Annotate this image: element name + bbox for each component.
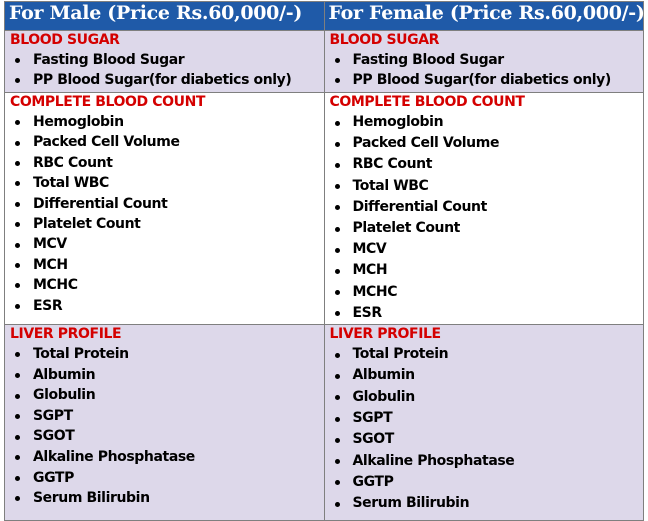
bullet-icon [335,58,340,63]
list-item-text: Total WBC [352,177,429,194]
list-item [330,344,644,365]
bullet-icon [335,374,340,379]
list-item-text: Fasting Blood Sugar [352,52,504,68]
list-item-text: SGOT [33,428,75,445]
bullet-icon [335,353,340,358]
bullet-icon [15,181,20,186]
list-item [330,493,644,514]
list-item [330,239,644,260]
list-item-text: Globulin [33,387,96,404]
list-item-text: GGTP [33,469,74,486]
list-item-text: Packed Cell Volume [352,135,500,152]
list-item-text: ESR [352,304,382,321]
list-item [10,406,324,427]
female-cbc-list [330,112,644,324]
list-item [330,154,644,175]
bullet-icon [15,202,20,207]
list-item [10,296,324,316]
list-item-text: Fasting Blood Sugar [33,52,185,68]
price-comparison-table [4,1,644,521]
list-item [330,112,644,133]
male-blood-sugar-cell [5,31,325,93]
list-item [10,132,324,152]
female-header: For Female (Price Rs.60,000/-) [324,2,644,31]
bullet-icon [15,161,20,166]
list-item-text: Hemoglobin [33,114,124,130]
list-item-text: RBC Count [33,154,113,171]
list-item [10,234,324,254]
list-item [10,426,324,447]
bullet-icon [15,263,20,268]
list-item-text: SGOT [352,431,394,448]
bullet-icon [335,227,340,232]
bullet-icon [335,395,340,400]
bullet-icon [15,283,20,288]
list-item [330,260,644,281]
bullet-icon [335,438,340,443]
list-item [10,488,324,509]
list-item [330,197,644,218]
list-item-text: Hemoglobin [352,114,444,130]
list-item-text: Alkaline Phosphatase [33,449,195,465]
list-item [10,385,324,406]
list-item-text: RBC Count [352,156,433,173]
bullet-icon [15,435,20,440]
list-item-text: Platelet Count [33,216,141,233]
list-item [10,70,324,90]
male-liver-cell [5,325,325,521]
list-item-text: Differential Count [352,198,487,215]
bullet-icon [15,352,20,357]
female-cbc-title: COMPLETE BLOOD COUNT [329,94,525,110]
list-item-text: SGPT [352,409,393,426]
list-item-text: Total Protein [352,346,449,363]
bullet-icon [335,248,340,253]
male-cbc-title: COMPLETE BLOOD COUNT [10,94,206,110]
male-blood-sugar-title: BLOOD SUGAR [10,32,120,48]
list-item-text: GGTP [352,473,394,490]
list-item-text: MCHC [33,277,78,294]
female-liver-title: LIVER PROFILE [329,326,441,343]
list-item [10,194,324,214]
bullet-icon [15,120,20,125]
list-item [330,303,644,324]
list-item [10,112,324,132]
female-blood-sugar-cell [324,31,644,93]
female-liver-list [330,344,644,514]
list-item-text: Total WBC [33,175,109,192]
bullet-icon [15,476,20,481]
bullet-icon [15,141,20,146]
female-liver-cell [324,325,644,521]
list-item [330,387,644,408]
list-item [10,153,324,173]
list-item [330,365,644,386]
list-item [330,176,644,197]
bullet-icon [335,184,340,189]
list-item [330,282,644,303]
bullet-icon [15,243,20,248]
bullet-icon [15,414,20,419]
bullet-icon [15,373,20,378]
list-item [10,275,324,295]
list-item [330,50,644,70]
list-item [330,133,644,154]
male-cbc-cell [5,93,325,325]
bullet-icon [335,502,340,507]
list-item-text: Serum Bilirubin [33,490,150,507]
list-item-text: MCH [352,262,388,279]
blood-sugar-row [5,31,644,93]
bullet-icon [335,459,340,464]
male-cbc-list [10,112,324,316]
bullet-icon [335,163,340,168]
list-item-text: SGPT [33,407,73,424]
list-item-text: ESR [33,297,63,314]
list-item-text: Total Protein [33,346,129,363]
bullet-icon [15,222,20,227]
list-item [330,472,644,493]
male-blood-sugar-list [10,50,324,90]
list-item-text: Albumin [33,366,96,383]
bullet-icon [335,417,340,422]
cbc-row [5,93,644,325]
list-item [330,408,644,429]
list-item [10,447,324,468]
list-item-text: Differential Count [33,195,168,212]
male-liver-list [10,344,324,509]
list-item-text: MCV [33,236,67,253]
list-item [10,365,324,386]
bullet-icon [15,304,20,309]
list-item-text: MCH [33,256,68,273]
list-item [10,50,324,70]
female-blood-sugar-title: BLOOD SUGAR [329,32,440,48]
list-item [10,214,324,234]
list-item-text: Alkaline Phosphatase [352,452,515,469]
list-item-text: MCHC [352,283,398,300]
bullet-icon [335,290,340,295]
list-item-text: Platelet Count [352,220,460,237]
bullet-icon [335,311,340,316]
list-item-text: Globulin [352,388,415,405]
bullet-icon [15,394,20,399]
list-item [10,468,324,489]
list-item [10,344,324,365]
bullet-icon [335,205,340,210]
female-blood-sugar-list [330,50,644,90]
bullet-icon [15,58,20,63]
male-liver-title: LIVER PROFILE [10,326,122,343]
list-item-text: Serum Bilirubin [352,495,470,512]
list-item-text: PP Blood Sugar(for diabetics only) [352,72,611,88]
bullet-icon [335,121,340,126]
bullet-icon [15,78,20,83]
male-header: For Male (Price Rs.60,000/-) [5,2,325,31]
list-item [330,451,644,472]
list-item-text: Packed Cell Volume [33,134,180,151]
list-item-text: Albumin [352,367,415,384]
list-item-text: MCV [352,241,387,258]
bullet-icon [15,455,20,460]
liver-row [5,325,644,521]
bullet-icon [335,78,340,83]
bullet-icon [15,496,20,501]
list-item-text: PP Blood Sugar(for diabetics only) [33,72,292,88]
list-item [10,173,324,193]
list-item [10,255,324,275]
list-item [330,218,644,239]
list-item [330,70,644,90]
bullet-icon [335,269,340,274]
female-cbc-cell [324,93,644,325]
bullet-icon [335,142,340,147]
bullet-icon [335,480,340,485]
header-row [5,2,644,31]
list-item [330,429,644,450]
